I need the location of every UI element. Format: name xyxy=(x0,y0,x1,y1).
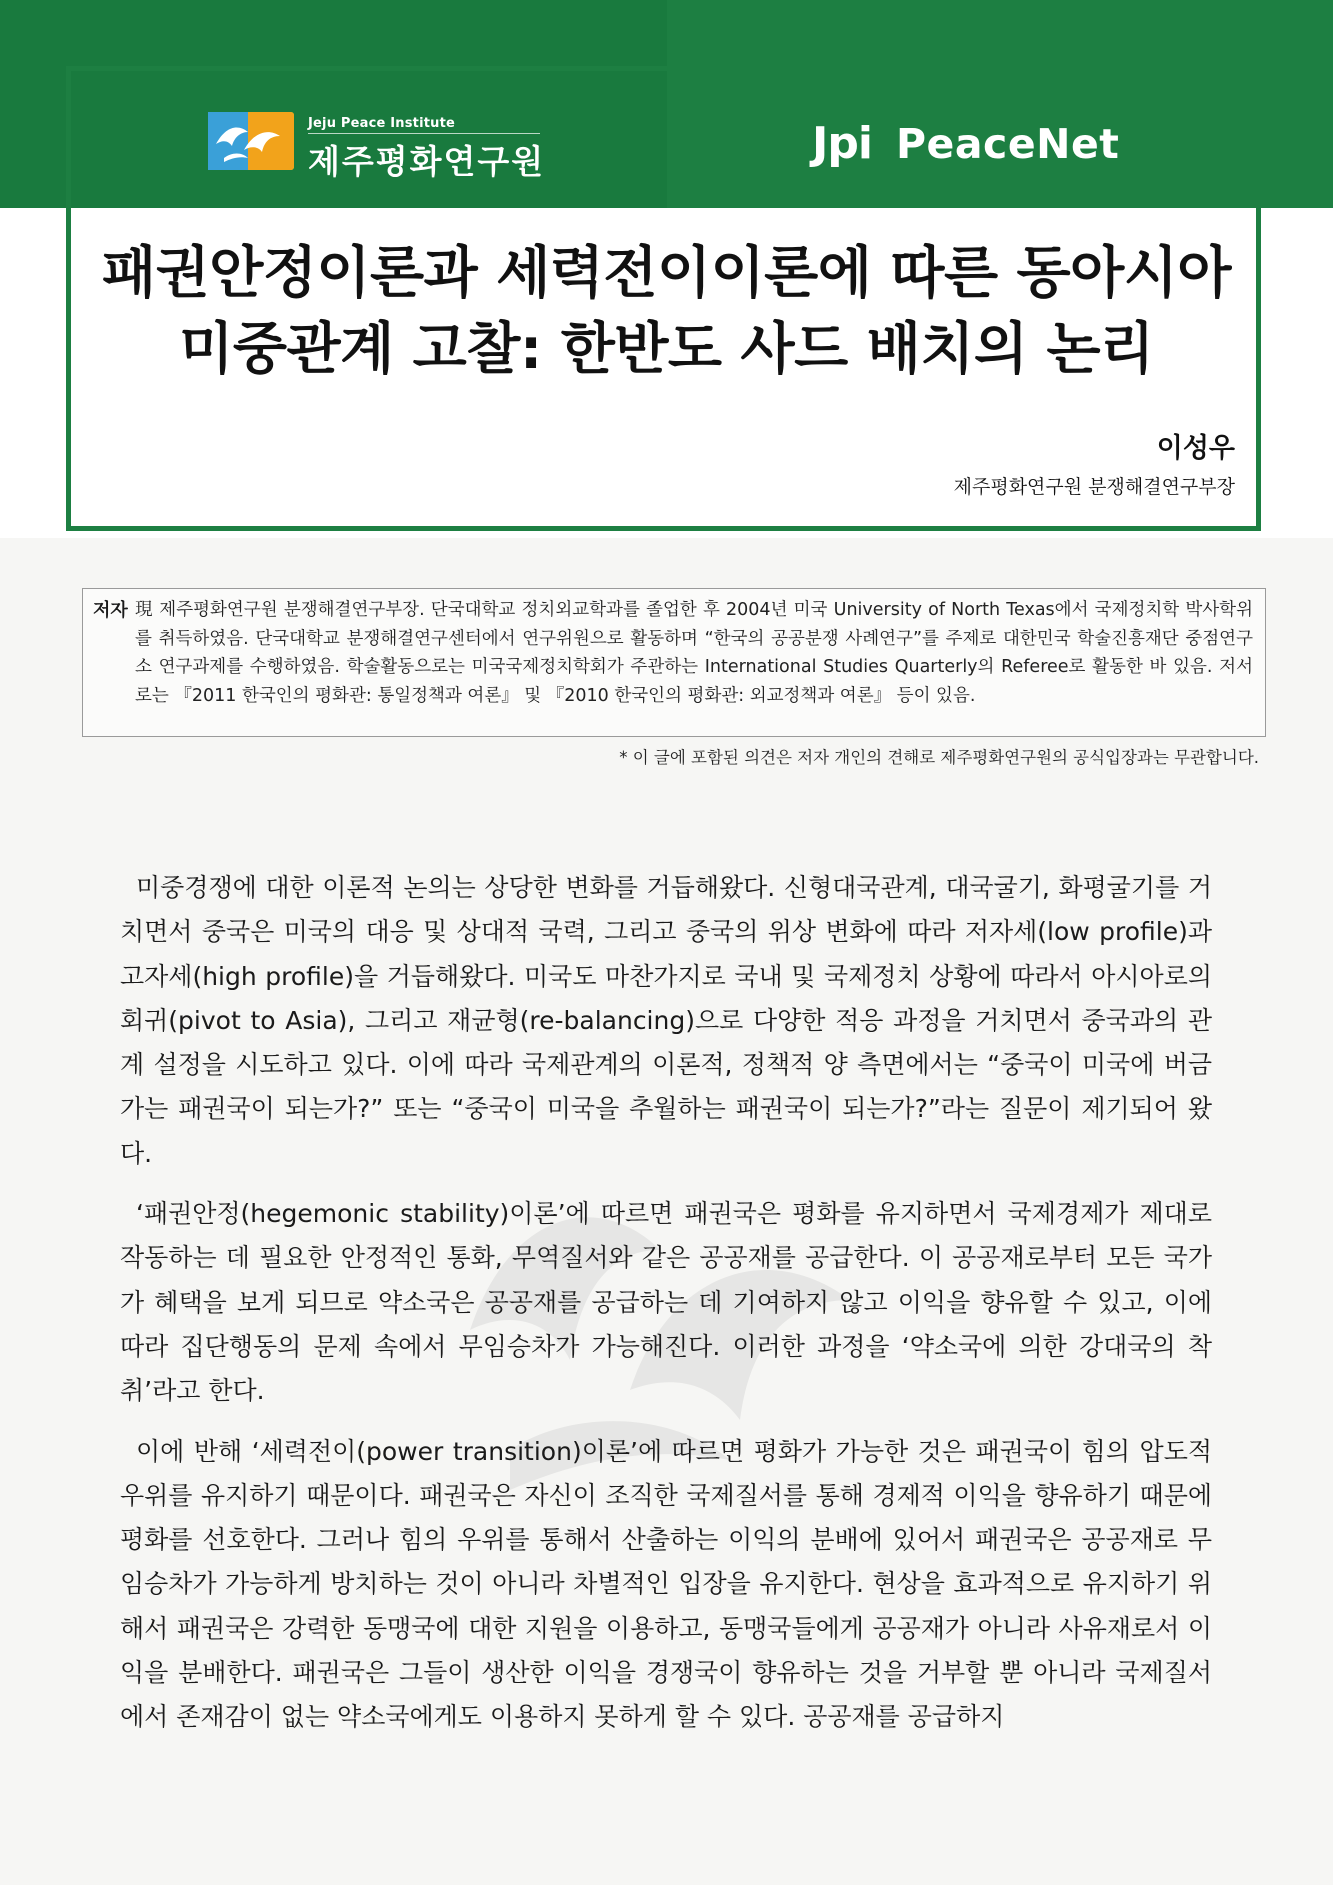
peacenet-wordmark: PeaceNet xyxy=(896,120,1120,168)
author-affiliation: 제주평화연구원 분쟁해결연구부장 xyxy=(953,476,1235,498)
bio-label: 저자 xyxy=(93,600,128,621)
institute-english-name: Jeju Peace Institute xyxy=(308,116,456,131)
disclaimer-note: * 이 글에 포함된 의견은 저자 개인의 견해로 제주평화연구원의 공식입장과는 무관합니다. xyxy=(619,748,1259,767)
bio-text: 現 제주평화연구원 분쟁해결연구부장. 단국대학교 정치외교학과를 졸업한 후 2004년 미국 University of North Texas에서 국제정치학 박사학위를 취득하였음. 단국대학교 분쟁해결연구센터에서 연구위원으로 활동하며 “한국의 공공분쟁 사례연구”를 주제로 대한민국 학술진흥재단 중점연구소 연구과제를 수행하였음. 학술활동으로는 미국국제정치학회가 주관하는 International Studies Quarterly의 Referee로 활동한 바 있음. 저서로는 『2011 한국인의 평화관: 통일정책과 여론』 및 『2010 한국인의 평화관: 외교정책과 여론』 등이 있음. xyxy=(135,600,1253,706)
institute-korean-name: 제주평화연구원 xyxy=(308,142,546,181)
jpi-logo-mark: Jpi xyxy=(812,118,872,169)
title-line-2: 미중관계 고찰: 한반도 사드 배치의 논리 xyxy=(179,317,1154,382)
author-name: 이성우 xyxy=(1156,433,1235,464)
body-paragraph-3: 이에 반해 ‘세력전이(power transition)이론’에 따르면 평화가 가능한 것은 패권국이 힘의 압도적 우위를 유지하기 때문이다. 패권국은 자신이 조직한 국제질서를 통해 경제적 이익을 향유하기 때문에 평화를 선호한다. 그러나 힘의 우위를 통해서 산출하는 이익의 분배에 있어서 패권국은 공공재로 무임승차가 가능하게 방치하는 것이 아니라 차별적인 입장을 유지한다. 현상을 효과적으로 유지하기 위해서 패권국은 강력한 동맹국에 대한 지원을 이용하고, 동맹국들에게 공공재가 아니라 사유재로서 이익을 분배한다. 패권국은 그들이 생산한 이익을 경쟁국이 향유하는 것을 거부할 뿐 아니라 국제질서에서 존재감이 없는 약소국에게도 이용하지 못하게 할 수 있다. 공공재를 공급하지 xyxy=(120,1436,1212,1732)
body-paragraph-2: ‘패권안정(hegemonic stability)이론’에 따르면 패권국은 평화를 유지하면서 국제경제가 제대로 작동하는 데 필요한 안정적인 통화, 무역질서와 같은 공공재를 공급한다. 이 공공재로부터 모든 국가가 혜택을 보게 되므로 약소국은 공공재를 공급하는 데 기여하지 않고 이익을 향유할 수 있고, 이에 따라 집단행동의 문제 속에서 무임승차가 가능해진다. 이러한 과정을 ‘약소국에 의한 강대국의 착취’라고 한다. xyxy=(120,1199,1212,1406)
body-paragraph-1: 미중경쟁에 대한 이론적 논의는 상당한 변화를 거듭해왔다. 신형대국관계, 대국굴기, 화평굴기를 거치면서 중국은 미국의 대응 및 상대적 국력, 그리고 중국의 위상 변화에 따라 저자세(low profile)과 고자세(high profile)을 거듭해왔다. 미국도 마찬가지로 국내 및 국제정치 상황에 따라서 아시아로의 회귀(pivot to Asia), 그리고 재균형(re-balancing)으로 다양한 적응 과정을 거치면서 중국과의 관계 설정을 시도하고 있다. 이에 따라 국제관계의 이론적, 정책적 양 측면에서는 “중국이 미국에 버금가는 패권국이 되는가?” 또는 “중국이 미국을 추월하는 패권국이 되는가?”라는 질문이 제기되어 왔다. xyxy=(120,873,1212,1168)
document-title xyxy=(80,236,1253,388)
title-line-1: 패권안정이론과 세력전이이론에 따른 동아시아 xyxy=(102,241,1231,306)
author-bio-box xyxy=(82,588,1266,737)
article-body xyxy=(120,866,1212,1756)
